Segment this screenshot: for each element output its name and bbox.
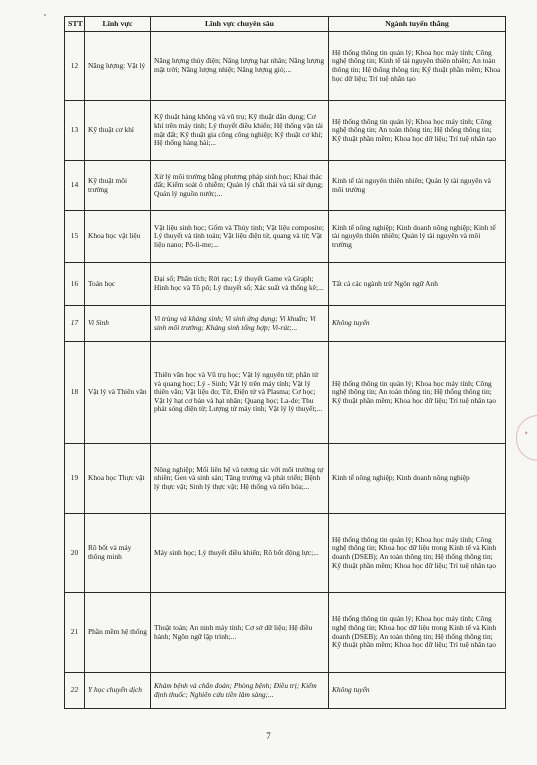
cell-specialty: Thiên văn học và Vũ trụ học; Vật lý nguyên tử; phân tử và quang học; Lý - Sinh; Vật lý trên máy tính; Vật lý thiên văn; Vật liệu đo; Từ, Điện tử và Plasma; Cơ học; Vật lý hạt cơ bản và hạt nhân; Quang học; La-de; Thu phát sóng điện từ; Lượng tử máy tính; Vật lý lý thuyết;... — [151, 342, 329, 444]
cell-stt: 14 — [65, 161, 85, 211]
cell-major: Kinh tế nông nghiệp; Kinh doanh nông nghiệp — [329, 444, 506, 514]
table-row — [65, 161, 506, 211]
cell-stt: 16 — [65, 263, 85, 306]
cell-field: Y học chuyển dịch — [85, 673, 151, 709]
cell-major: Kinh tế nông nghiệp; Kinh doanh nông nghiệp; Kinh tế tài nguyên thiên nhiên; Quản lý tài nguyên và môi trường — [329, 211, 506, 263]
cell-stt: 22 — [65, 673, 85, 709]
cell-field: Phần mềm hệ thống — [85, 593, 151, 673]
cell-specialty: Vật liệu sinh học; Gốm và Thủy tinh; Vật liệu composite; Lý thuyết và tính toán; Vật liệu điện tử, quang và từ; Vật liệu nano; Pô-li-me;... — [151, 211, 329, 263]
cell-stt: 12 — [65, 32, 85, 101]
table-row — [65, 444, 506, 514]
header-field: Lĩnh vực — [85, 17, 151, 32]
table-row — [65, 306, 506, 342]
cell-field: Khoa học Thực vật — [85, 444, 151, 514]
table-row — [65, 673, 506, 709]
header-stt: STT — [65, 17, 85, 32]
cell-major: Hệ thống thông tin quản lý; Khoa học máy tính; Công nghệ thông tin; An toàn thông tin; Hệ thống thông tin; Kỹ thuật phần mềm; Khoa học dữ liệu; Trí tuệ nhân tạo — [329, 101, 506, 161]
cell-field: Vật lý và Thiên văn — [85, 342, 151, 444]
cell-major: Tất cả các ngành trừ Ngôn ngữ Anh — [329, 263, 506, 306]
cell-specialty: Đại số; Phân tích; Rời rạc; Lý thuyết Game và Graph; Hình học và Tô pô; Lý thuyết số; Xác suất và thống kê;... — [151, 263, 329, 306]
table-row — [65, 263, 506, 306]
cell-field: Vi Sinh — [85, 306, 151, 342]
cell-major: Hệ thống thông tin quản lý; Khoa học máy tính; Công nghệ thông tin; Kinh tế tài nguyên thiên nhiên; An toàn thông tin; Hệ thống thông tin; Kỹ thuật phần mềm; Khoa học dữ liệu; Trí tuệ nhân tạo — [329, 32, 506, 101]
table-row — [65, 101, 506, 161]
speck — [44, 14, 46, 16]
cell-stt: 15 — [65, 211, 85, 263]
table-row — [65, 211, 506, 263]
table-header-row — [65, 17, 506, 32]
table-row — [65, 514, 506, 593]
cell-specialty: Thuật toán; An ninh máy tính; Cơ sở dữ liệu; Hệ điều hành; Ngôn ngữ lập trình;... — [151, 593, 329, 673]
cell-major: Hệ thống thông tin quản lý; Khoa học máy tính; Công nghệ thông tin; Khoa học dữ liệu trong Kinh tế và Kinh doanh (DSEB); An toàn thông tin; Hệ thống thông tin; Kỹ thuật phần mềm; Khoa học dữ liệu; Trí tuệ nhân tạo — [329, 514, 506, 593]
cell-stt: 13 — [65, 101, 85, 161]
admission-table — [64, 16, 506, 709]
seal-stamp: ✦ — [516, 415, 537, 461]
cell-stt: 17 — [65, 306, 85, 342]
cell-specialty: Kỹ thuật hàng không và vũ trụ; Kỹ thuật dân dụng; Cơ khí trên máy tính; Lý thuyết điều khiển; Hệ thống vận tải mặt đất; Kỹ thuật gia công công nghiệp; Kỹ thuật cơ khí; Hệ thống hàng hải;... — [151, 101, 329, 161]
page-number: 7 — [266, 731, 271, 741]
cell-field: Kỹ thuật cơ khí — [85, 101, 151, 161]
header-specialty: Lĩnh vực chuyên sâu — [151, 17, 329, 32]
cell-field: Khoa học vật liệu — [85, 211, 151, 263]
cell-field: Rô bốt và máy thông minh — [85, 514, 151, 593]
cell-specialty: Nông nghiệp; Mối liên hệ và tương tác với môi trường tự nhiên; Gen và sinh sản; Tăng trưởng và phát triển; Bệnh lý thực vật; Sinh lý thực vật; Hệ thống và tiến hóa;... — [151, 444, 329, 514]
cell-major: Hệ thống thông tin quản lý; Khoa học máy tính; Công nghệ thông tin; An toàn thông tin; Hệ thống thông tin; Kỹ thuật phần mềm; Khoa học dữ liệu; Trí tuệ nhân tạo — [329, 342, 506, 444]
table-row — [65, 342, 506, 444]
cell-field: Toán học — [85, 263, 151, 306]
cell-field: Năng lượng: Vật lý — [85, 32, 151, 101]
table-row — [65, 593, 506, 673]
cell-major: Hệ thống thông tin quản lý; Khoa học máy tính; Công nghệ thông tin; Khoa học dữ liệu trong Kinh tế và Kinh doanh (DSEB); An toàn thông tin; Hệ thống thông tin; Kỹ thuật phần mềm; Khoa học dữ liệu; Trí tuệ nhân tạo — [329, 593, 506, 673]
cell-specialty: Năng lượng thủy điện; Năng lượng hạt nhân; Năng lượng mặt trời; Năng lượng nhiệt; Năng lượng gió;... — [151, 32, 329, 101]
cell-field: Kỹ thuật môi trường — [85, 161, 151, 211]
cell-specialty: Máy sinh học; Lý thuyết điều khiển; Rô bốt động lực;... — [151, 514, 329, 593]
cell-stt: 21 — [65, 593, 85, 673]
cell-major: Không tuyển — [329, 673, 506, 709]
cell-specialty: Xử lý môi trường bằng phương pháp sinh học; Khai thác đất; Kiểm soát ô nhiễm; Quản lý chất thải và tái sử dụng; Quản lý nguồn nước;... — [151, 161, 329, 211]
cell-major: Kinh tế tài nguyên thiên nhiên; Quản lý tài nguyên và môi trường — [329, 161, 506, 211]
header-major: Ngành tuyển thẳng — [329, 17, 506, 32]
cell-specialty: Khám bệnh và chẩn đoán; Phòng bệnh; Điều trị; Kiểm định thuốc; Nghiên cứu tiền lâm sàng;... — [151, 673, 329, 709]
cell-major: Không tuyển — [329, 306, 506, 342]
table-row — [65, 32, 506, 101]
cell-stt: 18 — [65, 342, 85, 444]
cell-stt: 19 — [65, 444, 85, 514]
cell-specialty: Vi trùng và kháng sinh; Vi sinh ứng dụng; Vi khuẩn; Vi sinh môi trường; Kháng sinh tổng hợp; Vi-rút;... — [151, 306, 329, 342]
cell-stt: 20 — [65, 514, 85, 593]
